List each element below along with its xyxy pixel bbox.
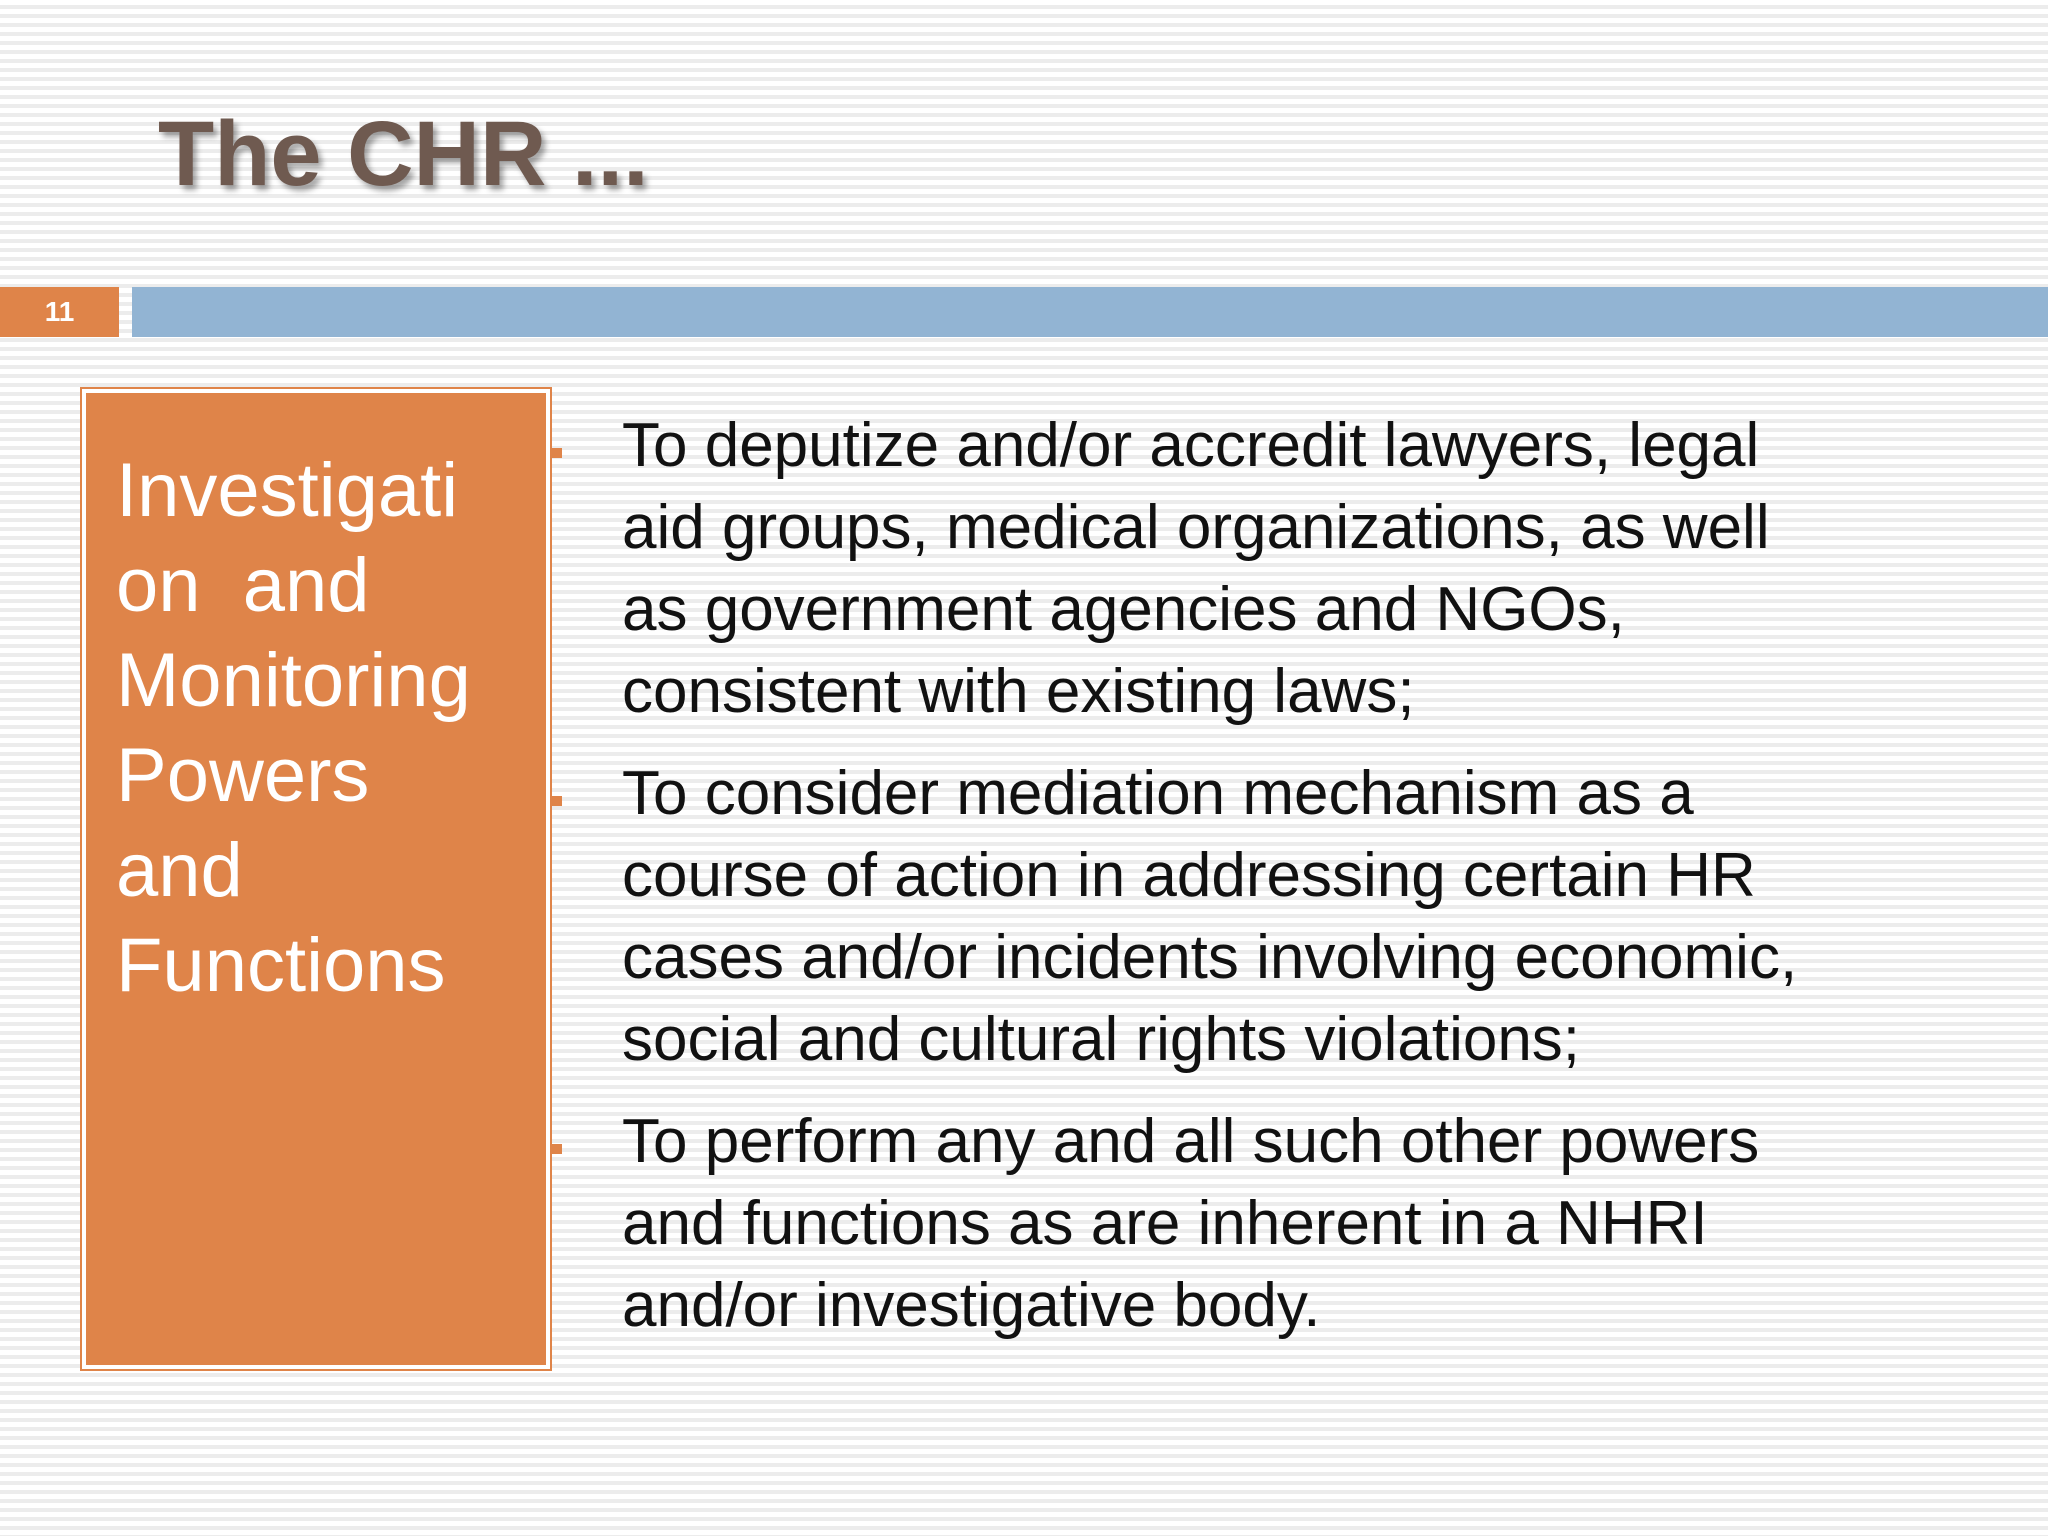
- bullet-line: and functions as are inherent in a NHRI: [622, 1189, 1708, 1258]
- side-panel-heading: [116, 443, 516, 1013]
- bullet-line: and/or investigative body.: [622, 1271, 1321, 1340]
- square-bullet-icon: [552, 1144, 562, 1154]
- side-panel-line: Powers: [116, 733, 370, 818]
- bullet-list: [552, 405, 2022, 1367]
- bullet-line: as government agencies and NGOs,: [622, 575, 1625, 644]
- bullet-item: [552, 1101, 2022, 1347]
- bullet-line: consistent with existing laws;: [622, 657, 1415, 726]
- bullet-line: cases and/or incidents involving economic,: [622, 923, 1798, 992]
- slide-number-badge: 11: [0, 287, 119, 337]
- slide-title: The CHR ...: [158, 103, 649, 205]
- side-panel-line: and: [116, 828, 243, 913]
- side-panel-line: Investigati: [116, 448, 459, 533]
- side-panel-line: Monitoring: [116, 638, 471, 723]
- bullet-line: To consider mediation mechanism as a: [622, 759, 1694, 828]
- bullet-line: social and cultural rights violations;: [622, 1005, 1581, 1074]
- square-bullet-icon: [552, 796, 562, 806]
- bullet-item: [552, 753, 2022, 1081]
- bullet-line: course of action in addressing certain HR: [622, 841, 1756, 910]
- side-panel-line: Functions: [116, 923, 446, 1008]
- side-panel-fill: [86, 393, 546, 1365]
- bullet-line: To perform any and all such other powers: [622, 1107, 1760, 1176]
- square-bullet-icon: [552, 448, 562, 458]
- bullet-line: To deputize and/or accredit lawyers, legal: [622, 411, 1760, 480]
- bullet-line: aid groups, medical organizations, as well: [622, 493, 1770, 562]
- bullet-item: [552, 405, 2022, 733]
- side-panel: [80, 387, 552, 1371]
- side-panel-line: on and: [116, 543, 370, 628]
- header-bar: [132, 287, 2048, 337]
